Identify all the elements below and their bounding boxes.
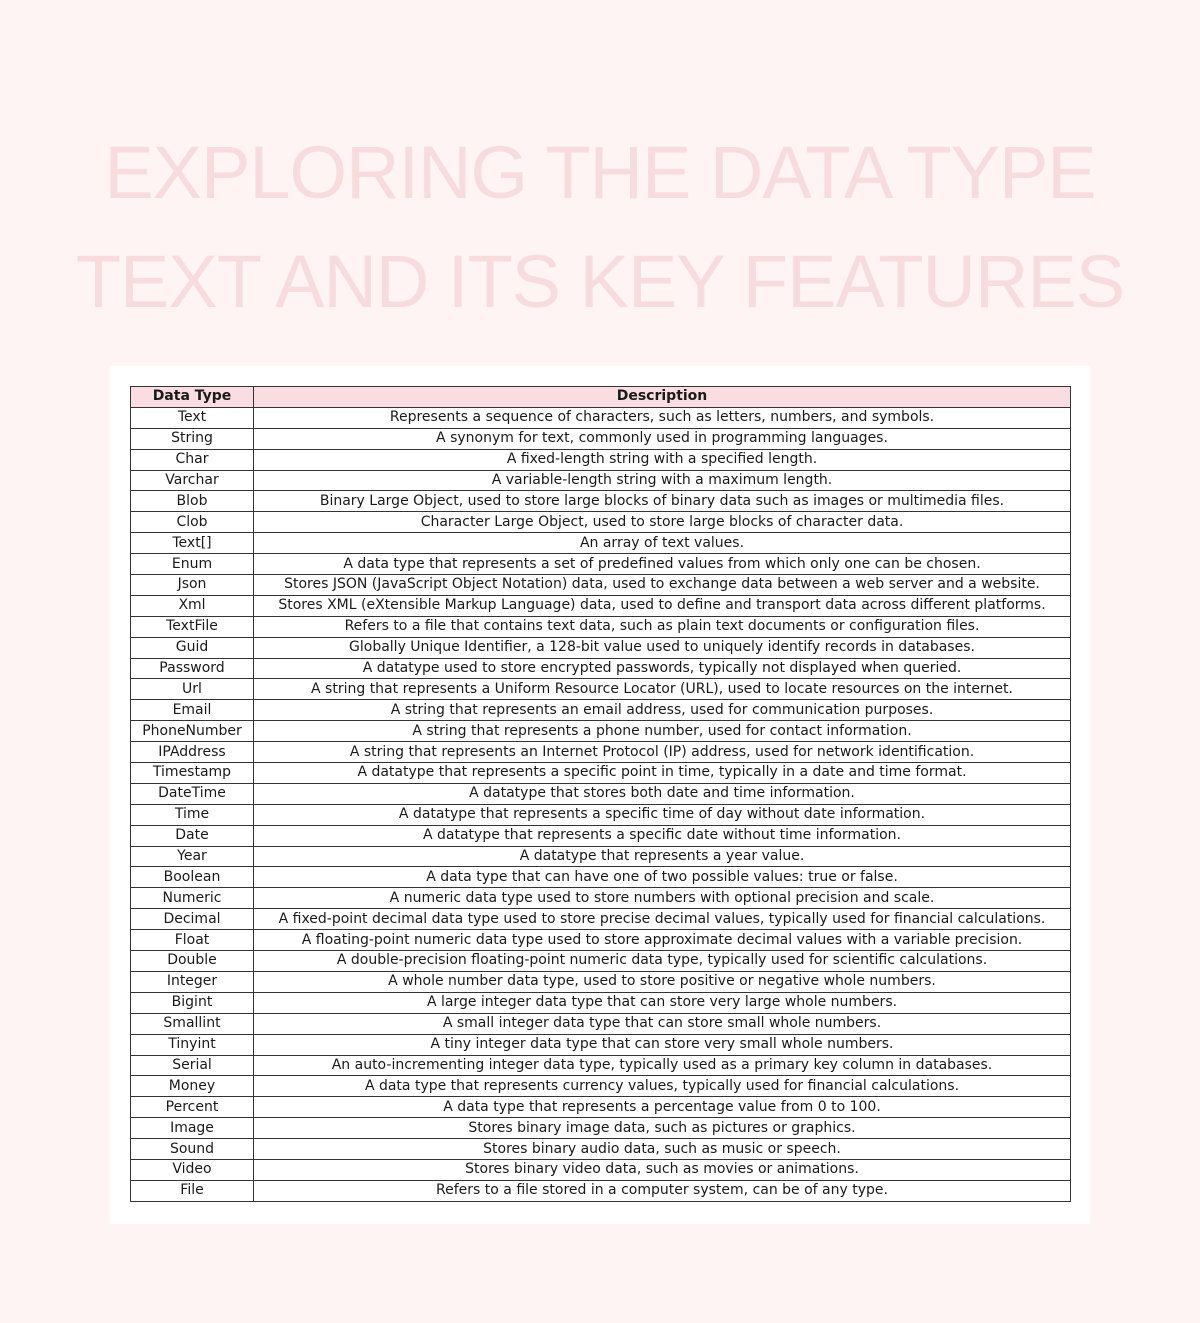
cell-description: A data type that represents currency values, typically used for financial calculations. xyxy=(254,1076,1071,1097)
table-row xyxy=(131,909,1071,930)
cell-description: A numeric data type used to store numbers with optional precision and scale. xyxy=(254,888,1071,909)
cell-description: An array of text values. xyxy=(254,533,1071,554)
cell-description: A data type that represents a set of predefined values from which only one can be chosen. xyxy=(254,554,1071,575)
cell-description: Stores JSON (JavaScript Object Notation) data, used to exchange data between a web server and a website. xyxy=(254,575,1071,596)
data-type-table xyxy=(130,386,1071,1202)
table-row xyxy=(131,783,1071,804)
cell-data-type: Percent xyxy=(131,1097,254,1118)
table-header-row xyxy=(131,387,1071,408)
cell-data-type: TextFile xyxy=(131,616,254,637)
table-row xyxy=(131,1139,1071,1160)
table-row xyxy=(131,449,1071,470)
table-row xyxy=(131,616,1071,637)
table-row xyxy=(131,512,1071,533)
page-title-line-2: TEXT AND ITS KEY FEATURES xyxy=(75,240,1125,323)
cell-description: An auto-incrementing integer data type, typically used as a primary key column in databases. xyxy=(254,1055,1071,1076)
cell-description: Stores binary video data, such as movies or animations. xyxy=(254,1159,1071,1180)
page-title xyxy=(0,118,1200,336)
table-row xyxy=(131,1034,1071,1055)
cell-data-type: Integer xyxy=(131,971,254,992)
table-card xyxy=(110,366,1090,1224)
cell-description: A double-precision floating-point numeric data type, typically used for scientific calculations. xyxy=(254,951,1071,972)
table-row xyxy=(131,1013,1071,1034)
cell-description: A large integer data type that can store very large whole numbers. xyxy=(254,992,1071,1013)
cell-description: A data type that can have one of two possible values: true or false. xyxy=(254,867,1071,888)
table-row xyxy=(131,1076,1071,1097)
cell-data-type: Money xyxy=(131,1076,254,1097)
table-row xyxy=(131,533,1071,554)
cell-data-type: Video xyxy=(131,1159,254,1180)
cell-description: A datatype used to store encrypted passwords, typically not displayed when queried. xyxy=(254,658,1071,679)
cell-description: Represents a sequence of characters, such as letters, numbers, and symbols. xyxy=(254,407,1071,428)
cell-data-type: Text[] xyxy=(131,533,254,554)
cell-data-type: Guid xyxy=(131,637,254,658)
table-row xyxy=(131,679,1071,700)
table-row xyxy=(131,1180,1071,1201)
cell-data-type: Password xyxy=(131,658,254,679)
header-description: Description xyxy=(254,387,1071,408)
cell-data-type: Url xyxy=(131,679,254,700)
cell-description: A small integer data type that can store small whole numbers. xyxy=(254,1013,1071,1034)
table-row xyxy=(131,742,1071,763)
cell-description: A datatype that stores both date and time information. xyxy=(254,783,1071,804)
cell-data-type: Sound xyxy=(131,1139,254,1160)
cell-data-type: Blob xyxy=(131,491,254,512)
table-row xyxy=(131,575,1071,596)
table-row xyxy=(131,971,1071,992)
table-row xyxy=(131,1097,1071,1118)
cell-description: A whole number data type, used to store positive or negative whole numbers. xyxy=(254,971,1071,992)
cell-data-type: Decimal xyxy=(131,909,254,930)
cell-data-type: Text xyxy=(131,407,254,428)
table-row xyxy=(131,700,1071,721)
table-row xyxy=(131,804,1071,825)
cell-data-type: Float xyxy=(131,930,254,951)
cell-data-type: File xyxy=(131,1180,254,1201)
cell-description: A fixed-point decimal data type used to store precise decimal values, typically used for financial calculations. xyxy=(254,909,1071,930)
cell-data-type: Serial xyxy=(131,1055,254,1076)
table-row xyxy=(131,846,1071,867)
cell-description: Stores binary image data, such as pictures or graphics. xyxy=(254,1118,1071,1139)
cell-data-type: Enum xyxy=(131,554,254,575)
table-body xyxy=(131,407,1071,1201)
table-row xyxy=(131,491,1071,512)
cell-data-type: Year xyxy=(131,846,254,867)
table-row xyxy=(131,721,1071,742)
table-row xyxy=(131,595,1071,616)
table-row xyxy=(131,1159,1071,1180)
cell-description: A string that represents a Uniform Resource Locator (URL), used to locate resources on the internet. xyxy=(254,679,1071,700)
table-row xyxy=(131,930,1071,951)
cell-description: A string that represents an email address, used for communication purposes. xyxy=(254,700,1071,721)
cell-data-type: PhoneNumber xyxy=(131,721,254,742)
cell-data-type: Clob xyxy=(131,512,254,533)
cell-data-type: Email xyxy=(131,700,254,721)
cell-data-type: String xyxy=(131,428,254,449)
cell-description: A datatype that represents a specific point in time, typically in a date and time format. xyxy=(254,763,1071,784)
table-row xyxy=(131,888,1071,909)
table-row xyxy=(131,470,1071,491)
cell-description: A data type that represents a percentage value from 0 to 100. xyxy=(254,1097,1071,1118)
table-row xyxy=(131,554,1071,575)
header-data-type: Data Type xyxy=(131,387,254,408)
cell-description: A variable-length string with a maximum length. xyxy=(254,470,1071,491)
cell-description: A datatype that represents a year value. xyxy=(254,846,1071,867)
table-row xyxy=(131,951,1071,972)
cell-data-type: Date xyxy=(131,825,254,846)
cell-description: A fixed-length string with a specified length. xyxy=(254,449,1071,470)
cell-description: A string that represents an Internet Protocol (IP) address, used for network identification. xyxy=(254,742,1071,763)
cell-data-type: Numeric xyxy=(131,888,254,909)
cell-data-type: IPAddress xyxy=(131,742,254,763)
table-row xyxy=(131,407,1071,428)
table-row xyxy=(131,992,1071,1013)
cell-description: A string that represents a phone number, used for contact information. xyxy=(254,721,1071,742)
cell-description: Refers to a file stored in a computer system, can be of any type. xyxy=(254,1180,1071,1201)
table-row xyxy=(131,1118,1071,1139)
table-row xyxy=(131,1055,1071,1076)
cell-description: A floating-point numeric data type used to store approximate decimal values with a variable precision. xyxy=(254,930,1071,951)
table-row xyxy=(131,825,1071,846)
table-row xyxy=(131,658,1071,679)
cell-data-type: Json xyxy=(131,575,254,596)
cell-description: A tiny integer data type that can store very small whole numbers. xyxy=(254,1034,1071,1055)
table-row xyxy=(131,763,1071,784)
cell-data-type: Varchar xyxy=(131,470,254,491)
cell-description: A datatype that represents a specific time of day without date information. xyxy=(254,804,1071,825)
cell-data-type: Double xyxy=(131,951,254,972)
cell-data-type: DateTime xyxy=(131,783,254,804)
cell-data-type: Char xyxy=(131,449,254,470)
cell-data-type: Timestamp xyxy=(131,763,254,784)
cell-description: Character Large Object, used to store large blocks of character data. xyxy=(254,512,1071,533)
cell-data-type: Bigint xyxy=(131,992,254,1013)
cell-description: Stores binary audio data, such as music or speech. xyxy=(254,1139,1071,1160)
cell-description: Binary Large Object, used to store large blocks of binary data such as images or multimedia files. xyxy=(254,491,1071,512)
cell-data-type: Tinyint xyxy=(131,1034,254,1055)
cell-data-type: Boolean xyxy=(131,867,254,888)
cell-description: A datatype that represents a specific date without time information. xyxy=(254,825,1071,846)
table-row xyxy=(131,428,1071,449)
cell-data-type: Time xyxy=(131,804,254,825)
cell-data-type: Smallint xyxy=(131,1013,254,1034)
cell-description: Stores XML (eXtensible Markup Language) data, used to define and transport data across different platforms. xyxy=(254,595,1071,616)
cell-description: Refers to a file that contains text data, such as plain text documents or configuration files. xyxy=(254,616,1071,637)
table-row xyxy=(131,637,1071,658)
page-title-line-1: EXPLORING THE DATA TYPE xyxy=(104,131,1096,214)
cell-data-type: Image xyxy=(131,1118,254,1139)
cell-description: Globally Unique Identifier, a 128-bit value used to uniquely identify records in databases. xyxy=(254,637,1071,658)
cell-data-type: Xml xyxy=(131,595,254,616)
table-row xyxy=(131,867,1071,888)
cell-description: A synonym for text, commonly used in programming languages. xyxy=(254,428,1071,449)
